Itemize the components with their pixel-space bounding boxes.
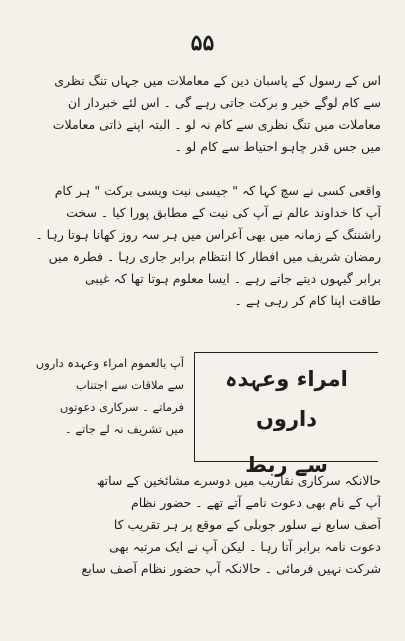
paragraph-3 — [24, 470, 381, 580]
text-line: راشننگ کے زمانہ میں بھی آعراس میں ہر سہ روز کھانا ہوتا رہا ۔ — [35, 227, 381, 242]
text-line: برابر گیہوں دیتے جاتے رہے ۔ ایسا معلوم ہوتا تھا کہ غیبی — [85, 271, 381, 286]
section-heading-box — [194, 352, 378, 477]
text-line: فرماتے ۔ سرکاری دعوتوں — [59, 400, 184, 414]
text-line: سے کام لوگے خیر و برکت جاتی رہے گی ۔ اس لئے خبردار ان — [67, 95, 381, 110]
page-number: ۵۵ — [190, 30, 215, 56]
text-line: واقعی کسی نے سچ کہا کہ " جیسی نیت ویسی برکت " ہر کام — [54, 183, 381, 198]
text-line: معاملات میں تنگ نظری سے کام نہ لو ۔ البتہ اپنے ذاتی معاملات — [52, 117, 381, 132]
text-line: شرکت نہیں فرمائی ۔ حالانکہ آپ حضور نظام آصف سابع — [81, 561, 381, 576]
side-column — [24, 352, 184, 440]
paragraph-2 — [24, 180, 381, 312]
text-line: میں تشریف نہ لے جاتے ۔ — [64, 422, 184, 436]
text-line: رمضان شریف میں افطار کا انتظام برابر جاری رہا ۔ فطرہ میں — [48, 249, 381, 264]
text-line: آصف سابع نے سلور جوبلی کے موقع پر ہر تقریب کا — [113, 517, 381, 532]
text-line: سے ملاقات سے اجتناب — [75, 378, 184, 392]
text-line: آپ کا خداوند عالم نے آپ کی نیت کے مطابق پورا کیا ۔ سخت — [66, 205, 381, 220]
text-line: آپ کے نام بھی دعوت نامے آتے تھے ۔ حضور نظام — [131, 495, 381, 510]
section-heading-line-2: سے ربط — [245, 453, 328, 477]
text-line: میں جس قدر چاہو احتیاط سے کام لو ۔ — [174, 139, 381, 154]
paragraph-1 — [24, 70, 381, 158]
section-heading-line-1: امراء وعہدہ داروں — [225, 367, 348, 431]
text-line: آپ بالعموم امراء وعہدہ داروں — [35, 356, 184, 370]
text-line: اس کے رسول کے پاسبان دین کے معاملات میں جہاں تنگ نظری — [54, 73, 381, 88]
text-line: حالانکہ سرکاری نقاریب میں دوسرے مشائخین کے ساتھ — [96, 473, 381, 488]
text-line: طاقت اپنا کام کر رہی ہے ۔ — [234, 293, 381, 308]
text-line: دعوت نامہ برابر آتا رہا ۔ لیکن آپ نے ایک مرتبہ بھی — [109, 539, 381, 554]
